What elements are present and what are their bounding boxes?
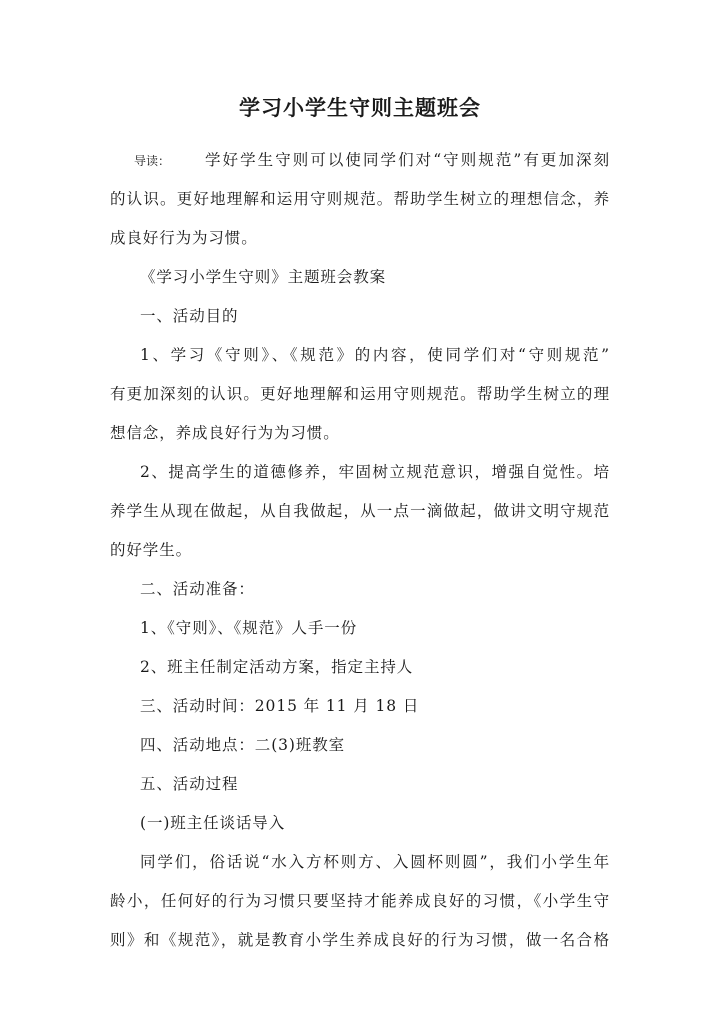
lead-line-3: 成良好行为为习惯。 [110,229,258,247]
section-heading-5: 五、活动过程 [140,775,239,793]
prep-item-2: 2、班主任制定活动方案，指定主持人 [140,658,414,676]
paragraph-1-line-2: 有更加深刻的认识。更好地理解和运用守则规范。帮助学生树立的理 [110,385,610,403]
paragraph-3-line-3: 则》和《规范》，就是教育小学生养成良好的行为习惯，做一名合格 [110,931,610,949]
lead-line-2: 的认识。更好地理解和运用守则规范。帮助学生树立的理想信念，养 [110,190,610,208]
paragraph-3-line-2: 龄小，任何好的行为习惯只要坚持才能养成良好的习惯，《小学生守 [110,892,610,910]
paragraph-2-line-1: 2、提高学生的道德修养，牢固树立规范意识，增强自觉性。培 [140,463,610,481]
process-step-1: (一)班主任谈话导入 [140,814,286,832]
lead-label: 导读： [134,154,171,168]
document-title: 学习小学生守则主题班会 [239,95,481,120]
section-heading-4: 四、活动地点：二(3)班教室 [140,736,346,754]
paragraph-3-line-1: 同学们，俗话说“水入方杯则方、入圆杯则圆”，我们小学生年 [140,853,610,871]
paragraph-2-line-2: 养学生从现在做起，从自我做起，从一点一滴做起，做讲文明守规范 [110,502,610,520]
section-heading-2: 二、活动准备： [140,580,255,598]
paragraph-1-line-3: 想信念，养成良好行为为习惯。 [110,424,340,442]
paragraph-1-line-1: 1、学习《守则》、《规范》的内容，使同学们对“守则规范” [140,346,610,364]
lead-line-1: 学好学生守则可以使同学们对“守则规范”有更加深刻 [205,151,610,169]
paragraph-2-line-3: 的好学生。 [110,541,193,559]
plan-title: 《学习小学生守则》主题班会教案 [140,268,387,286]
prep-item-1: 1、《守则》、《规范》人手一份 [140,619,358,637]
section-heading-1: 一、活动目的 [140,307,239,325]
section-heading-3: 三、活动时间：2015 年 11 月 18 日 [140,697,420,715]
